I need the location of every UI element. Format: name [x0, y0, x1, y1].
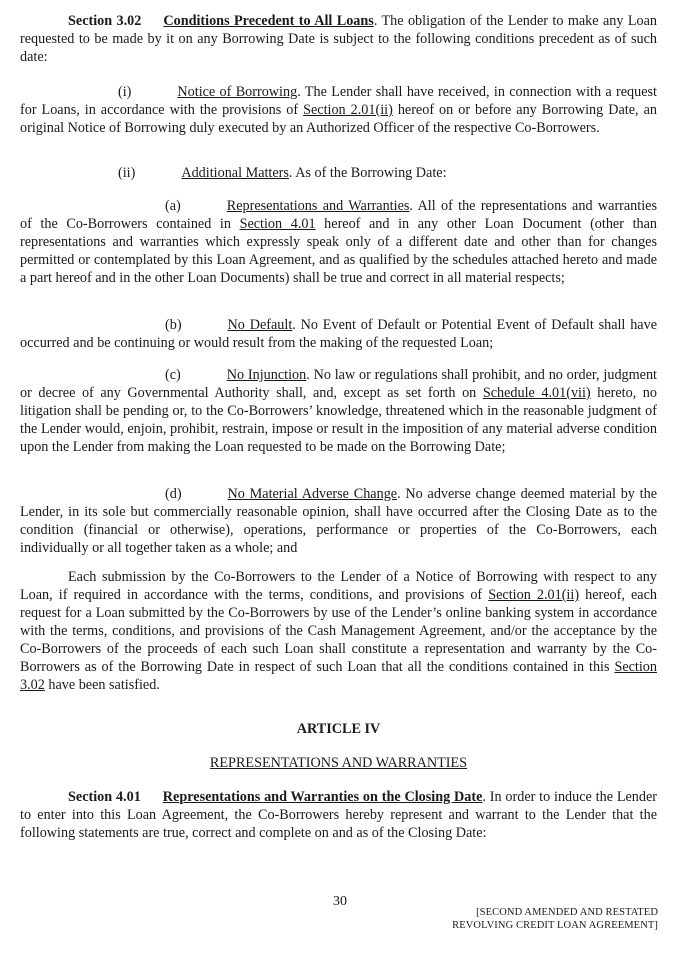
clause-d-text: . No adverse change deemed material by the Lender, in its sole but commercially reasonable opinion, shall have occurred after the Closing Date as to the condition (financial or otherwise), operations, performance or properties of the Co-Borrowers, each individually or all together taken as a whole; and — [20, 486, 657, 556]
clause-c-paragraph — [20, 366, 657, 456]
clause-a-text-2: hereof and in any other Loan Document (other than representations and warranties which expressly speak only of a different date and other than for changes permitted or contemplated by this Loan Agreement, and as qualified by the schedules attached hereto and made a part hereof and in the other Loan Documents) shall be true and correct in all material respects; — [20, 216, 657, 286]
section-3-02-reference[interactable]: Section 3.02 — [20, 659, 657, 693]
clause-a-paragraph — [20, 197, 657, 287]
footer-line-2: REVOLVING CREDIT LOAN AGREEMENT] — [452, 920, 658, 931]
clause-d-title: No Material Adverse Change — [227, 486, 398, 502]
clause-ii-paragraph — [20, 164, 657, 182]
clause-c-marker: (c) — [165, 367, 181, 383]
clause-a-title: Representations and Warranties — [226, 198, 410, 214]
clause-b-paragraph — [20, 316, 657, 352]
page-number: 30 — [333, 894, 347, 909]
clause-i-marker: (i) — [118, 84, 132, 100]
article-number: ARTICLE IV — [296, 721, 381, 737]
clause-c-text-1: . No law or regulations shall prohibit, and no order, judgment or decree of any Governmental Authority shall, and, except as set forth on — [20, 367, 658, 401]
clause-c-title: No Injunction — [226, 367, 307, 383]
clause-b-marker: (b) — [165, 317, 182, 333]
clause-a-marker: (a) — [165, 198, 181, 214]
section-4-01-body: . In order to induce the Lender to enter into this Loan Agreement, the Co-Borrowers hereby represent and warrant to the Lender that the following statements are true, correct and complete on and as of the Closing Date: — [20, 789, 657, 841]
document-footer — [452, 906, 658, 932]
schedule-4-01-vii-reference[interactable]: Schedule 4.01(vii) — [482, 385, 591, 401]
clause-c-text-2: hereto, no litigation shall be pending or, to the Co-Borrowers’ knowledge, threatened which in the reasonable judgment of the Lender would, enjoin, prohibit, restrain, impose or result in the imposition of any material adverse condition upon the Lender from making the Loan requested to be made on the Borrowing Date; — [20, 385, 657, 455]
section-2-01-ii-reference[interactable]: Section 2.01(ii) — [303, 102, 393, 118]
each-submission-text-2: hereof, each request for a Loan submitted by the Co-Borrowers by use of the Lender’s online banking system in accordance with the terms, conditions, and provisions of the Cash Management Agreement, and/or the acceptance by the Co-Borrowers of the proceeds of each such Loan shall constitute a representation and warranty by the Co-Borrowers as of the Borrowing Date in respect of such Loan that all the conditions contained in this — [20, 587, 657, 675]
section-2-01-ii-reference-2[interactable]: Section 2.01(ii) — [488, 587, 580, 603]
each-submission-text-3: have been satisfied. — [44, 677, 160, 693]
clause-i-text-1: . The Lender shall have received, in connection with a request for Loans, in accordance with the provisions of — [20, 84, 657, 118]
section-4-01-reference[interactable]: Section 4.01 — [239, 216, 316, 232]
clause-b-title: No Default — [227, 317, 293, 333]
clause-i-paragraph — [20, 83, 657, 137]
footer-line-1: [SECOND AMENDED AND RESTATED — [476, 907, 658, 918]
clause-d-paragraph — [20, 485, 657, 557]
section-4-01-title: Representations and Warranties on the Closing Date — [162, 789, 483, 805]
clause-i-title: Notice of Borrowing — [177, 84, 298, 100]
clause-i-text-2: hereof on or before any Borrowing Date, an original Notice of Borrowing duly executed by an Authorized Officer of the respective Co-Borrowers. — [20, 102, 657, 136]
section-3-02-paragraph — [20, 12, 657, 66]
article-title: REPRESENTATIONS AND WARRANTIES — [209, 755, 468, 771]
section-3-02-number: Section 3.02 — [68, 13, 142, 29]
each-submission-paragraph — [20, 568, 657, 694]
clause-b-text: . No Event of Default or Potential Event of Default shall have occurred and be continuing or would result from the making of the requested Loan; — [20, 317, 657, 351]
section-3-02-body: . The obligation of the Lender to make any Loan requested to be made by it on any Borrowing Date is subject to the following conditions precedent as of such date: — [20, 13, 657, 65]
section-4-01-number: Section 4.01 — [68, 789, 141, 805]
clause-d-marker: (d) — [165, 486, 182, 502]
section-4-01-paragraph — [20, 788, 657, 842]
each-submission-text-1: Each submission by the Co-Borrowers to the Lender of a Notice of Borrowing with respect to any Loan, if required in accordance with the terms, conditions, and provisions of — [20, 569, 657, 603]
clause-ii-title: Additional Matters — [181, 165, 289, 181]
clause-ii-marker: (ii) — [118, 165, 136, 181]
clause-a-text-1: . All of the representations and warranties of the Co-Borrowers contained in — [20, 198, 657, 232]
clause-ii-text: . As of the Borrowing Date: — [288, 165, 447, 181]
section-3-02-title: Conditions Precedent to All Loans — [163, 13, 374, 29]
